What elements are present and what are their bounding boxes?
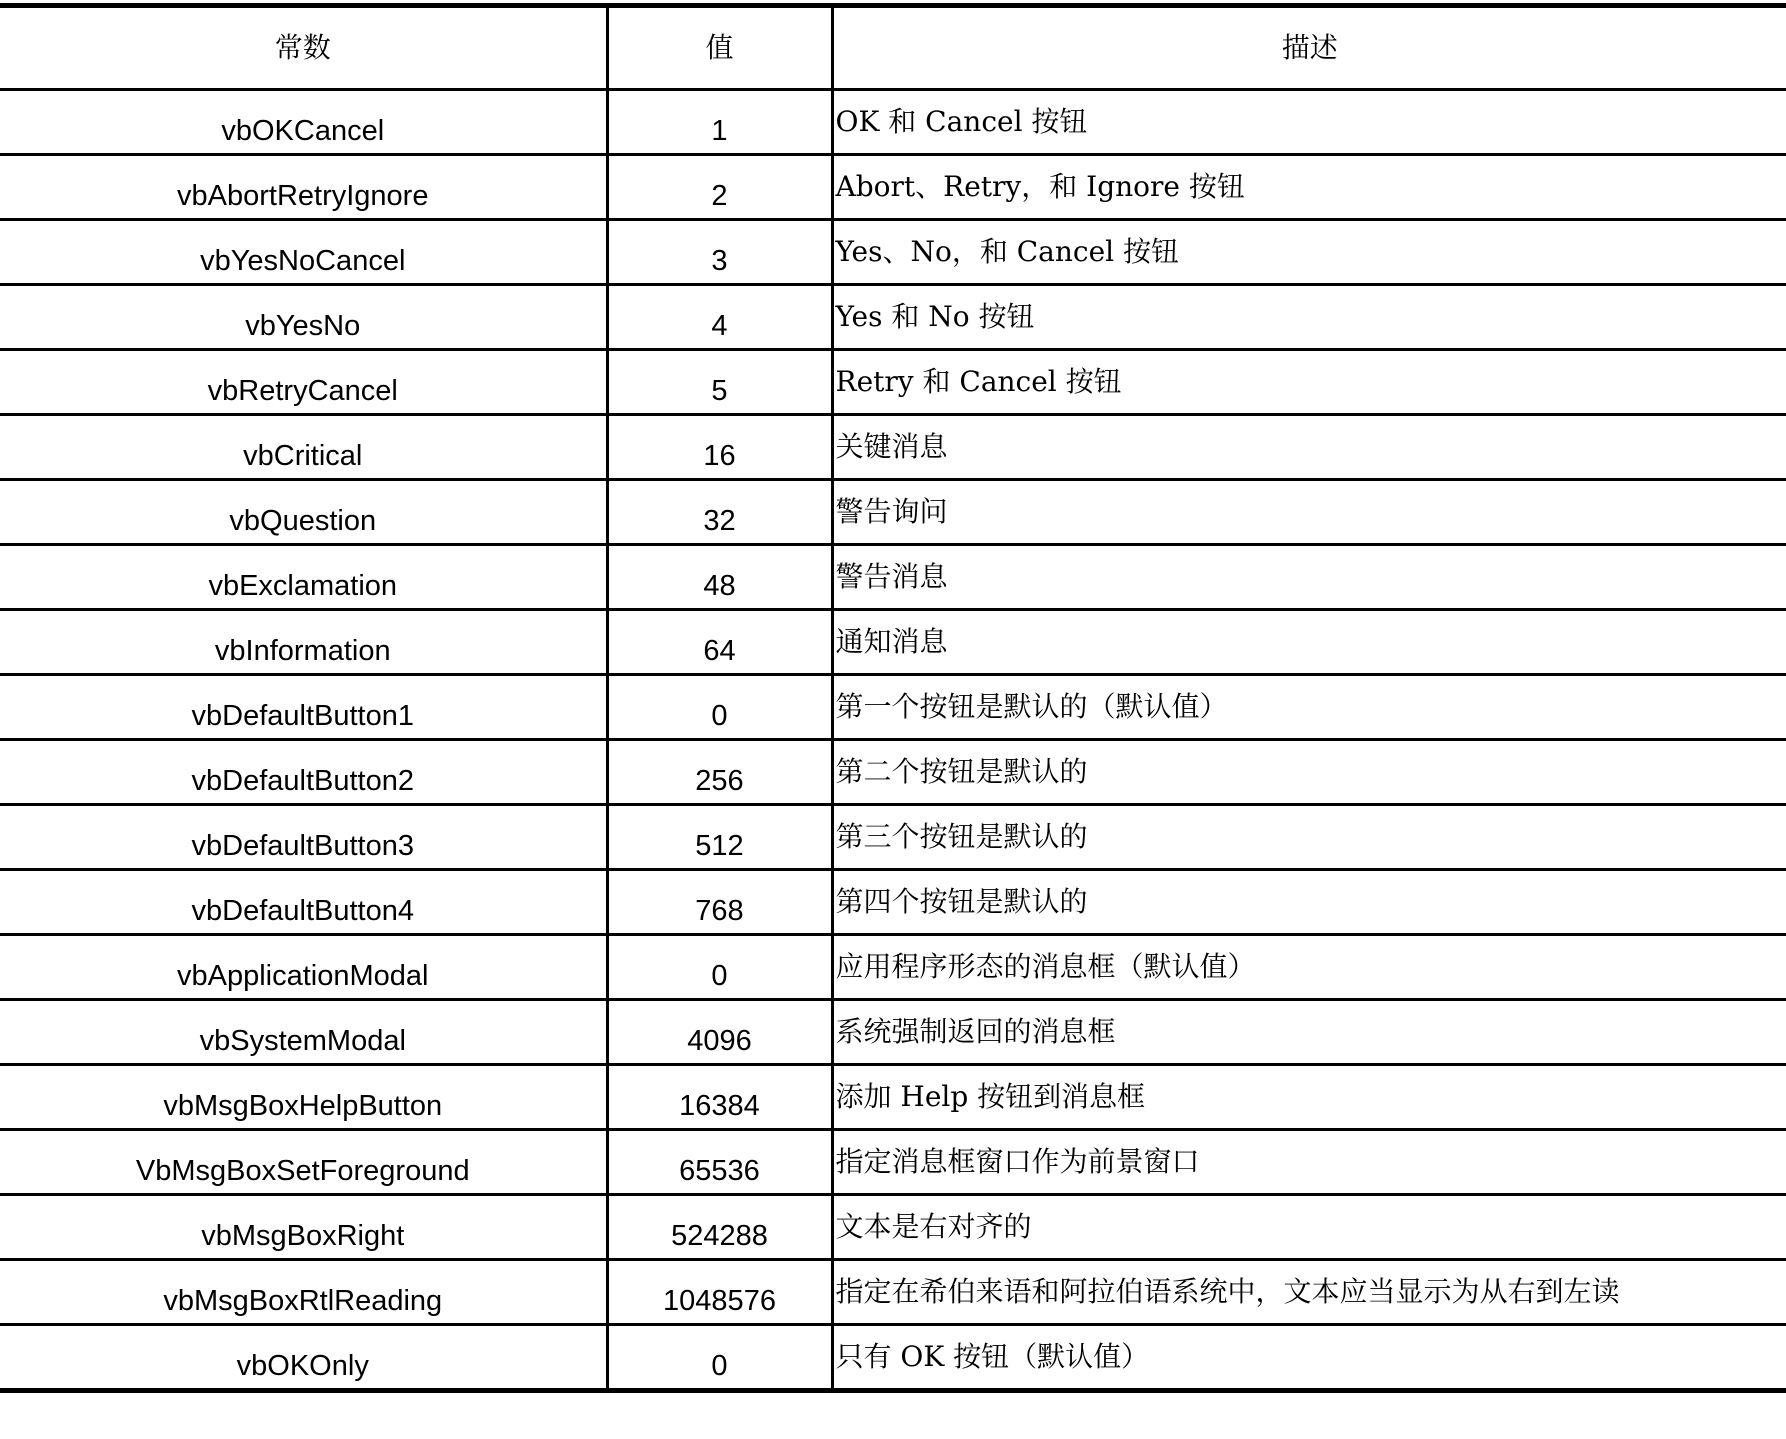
table-row [0, 935, 1786, 1000]
table-row [0, 220, 1786, 285]
constant-value-cell: 4096 [607, 1000, 832, 1065]
header-value: 值 [607, 6, 832, 90]
constant-description-cell: 只有 OK 按钮（默认值） [832, 1325, 1786, 1391]
constant-description-cell: 应用程序形态的消息框（默认值） [832, 935, 1786, 1000]
constant-name-cell: vbOKCancel [0, 90, 607, 155]
constant-name-cell: vbDefaultButton4 [0, 870, 607, 935]
constant-name-cell: vbQuestion [0, 480, 607, 545]
constant-name-cell: vbDefaultButton2 [0, 740, 607, 805]
constant-description-cell: Yes、No，和 Cancel 按钮 [832, 220, 1786, 285]
constant-description-cell: 指定消息框窗口作为前景窗口 [832, 1130, 1786, 1195]
constant-name-cell: vbApplicationModal [0, 935, 607, 1000]
table-row [0, 285, 1786, 350]
table-body [0, 90, 1786, 1391]
table-row [0, 610, 1786, 675]
constant-description-cell: 关键消息 [832, 415, 1786, 480]
constant-description-cell: 警告询问 [832, 480, 1786, 545]
table-row [0, 1325, 1786, 1391]
table-row [0, 1260, 1786, 1325]
constant-name-cell: vbYesNo [0, 285, 607, 350]
constant-value-cell: 1 [607, 90, 832, 155]
constant-value-cell: 0 [607, 675, 832, 740]
constant-name-cell: vbOKOnly [0, 1325, 607, 1391]
constant-description-cell: 通知消息 [832, 610, 1786, 675]
constant-value-cell: 48 [607, 545, 832, 610]
constant-description-cell: 指定在希伯来语和阿拉伯语系统中，文本应当显示为从右到左读 [832, 1260, 1786, 1325]
constant-description-cell: 警告消息 [832, 545, 1786, 610]
constant-description-cell: 文本是右对齐的 [832, 1195, 1786, 1260]
constant-value-cell: 64 [607, 610, 832, 675]
constant-name-cell: vbInformation [0, 610, 607, 675]
table-row [0, 545, 1786, 610]
constant-value-cell: 1048576 [607, 1260, 832, 1325]
constant-description-cell: 第三个按钮是默认的 [832, 805, 1786, 870]
header-row [0, 6, 1786, 90]
constant-value-cell: 4 [607, 285, 832, 350]
constant-description-cell: 系统强制返回的消息框 [832, 1000, 1786, 1065]
constant-description-cell: 第四个按钮是默认的 [832, 870, 1786, 935]
table-row [0, 1000, 1786, 1065]
table-row [0, 90, 1786, 155]
constant-name-cell: VbMsgBoxSetForeground [0, 1130, 607, 1195]
table-row [0, 1195, 1786, 1260]
constant-name-cell: vbSystemModal [0, 1000, 607, 1065]
constant-value-cell: 0 [607, 935, 832, 1000]
constant-value-cell: 524288 [607, 1195, 832, 1260]
constant-name-cell: vbExclamation [0, 545, 607, 610]
constant-description-cell: OK 和 Cancel 按钮 [832, 90, 1786, 155]
header-description: 描述 [832, 6, 1786, 90]
constant-value-cell: 256 [607, 740, 832, 805]
table-row [0, 415, 1786, 480]
msgbox-constants-table [0, 3, 1786, 1393]
constant-name-cell: vbCritical [0, 415, 607, 480]
table-row [0, 1130, 1786, 1195]
constant-value-cell: 2 [607, 155, 832, 220]
constant-name-cell: vbMsgBoxHelpButton [0, 1065, 607, 1130]
constant-name-cell: vbMsgBoxRight [0, 1195, 607, 1260]
table-row [0, 870, 1786, 935]
constant-value-cell: 16 [607, 415, 832, 480]
constant-value-cell: 0 [607, 1325, 832, 1391]
table-row [0, 1065, 1786, 1130]
header-constant: 常数 [0, 6, 607, 90]
constant-description-cell: Yes 和 No 按钮 [832, 285, 1786, 350]
constant-value-cell: 3 [607, 220, 832, 285]
table-header [0, 6, 1786, 90]
constant-value-cell: 512 [607, 805, 832, 870]
table-row [0, 155, 1786, 220]
constant-value-cell: 5 [607, 350, 832, 415]
table-row [0, 805, 1786, 870]
constant-name-cell: vbMsgBoxRtlReading [0, 1260, 607, 1325]
constant-description-cell: 第一个按钮是默认的（默认值） [832, 675, 1786, 740]
constant-name-cell: vbAbortRetryIgnore [0, 155, 607, 220]
constant-name-cell: vbYesNoCancel [0, 220, 607, 285]
constant-value-cell: 16384 [607, 1065, 832, 1130]
constant-name-cell: vbDefaultButton3 [0, 805, 607, 870]
constant-description-cell: 添加 Help 按钮到消息框 [832, 1065, 1786, 1130]
constant-description-cell: Retry 和 Cancel 按钮 [832, 350, 1786, 415]
table-row [0, 675, 1786, 740]
table-row [0, 350, 1786, 415]
table-row [0, 740, 1786, 805]
constant-value-cell: 768 [607, 870, 832, 935]
constant-value-cell: 65536 [607, 1130, 832, 1195]
constant-value-cell: 32 [607, 480, 832, 545]
constant-name-cell: vbDefaultButton1 [0, 675, 607, 740]
constant-name-cell: vbRetryCancel [0, 350, 607, 415]
constant-description-cell: 第二个按钮是默认的 [832, 740, 1786, 805]
table-row [0, 480, 1786, 545]
constant-description-cell: Abort、Retry，和 Ignore 按钮 [832, 155, 1786, 220]
